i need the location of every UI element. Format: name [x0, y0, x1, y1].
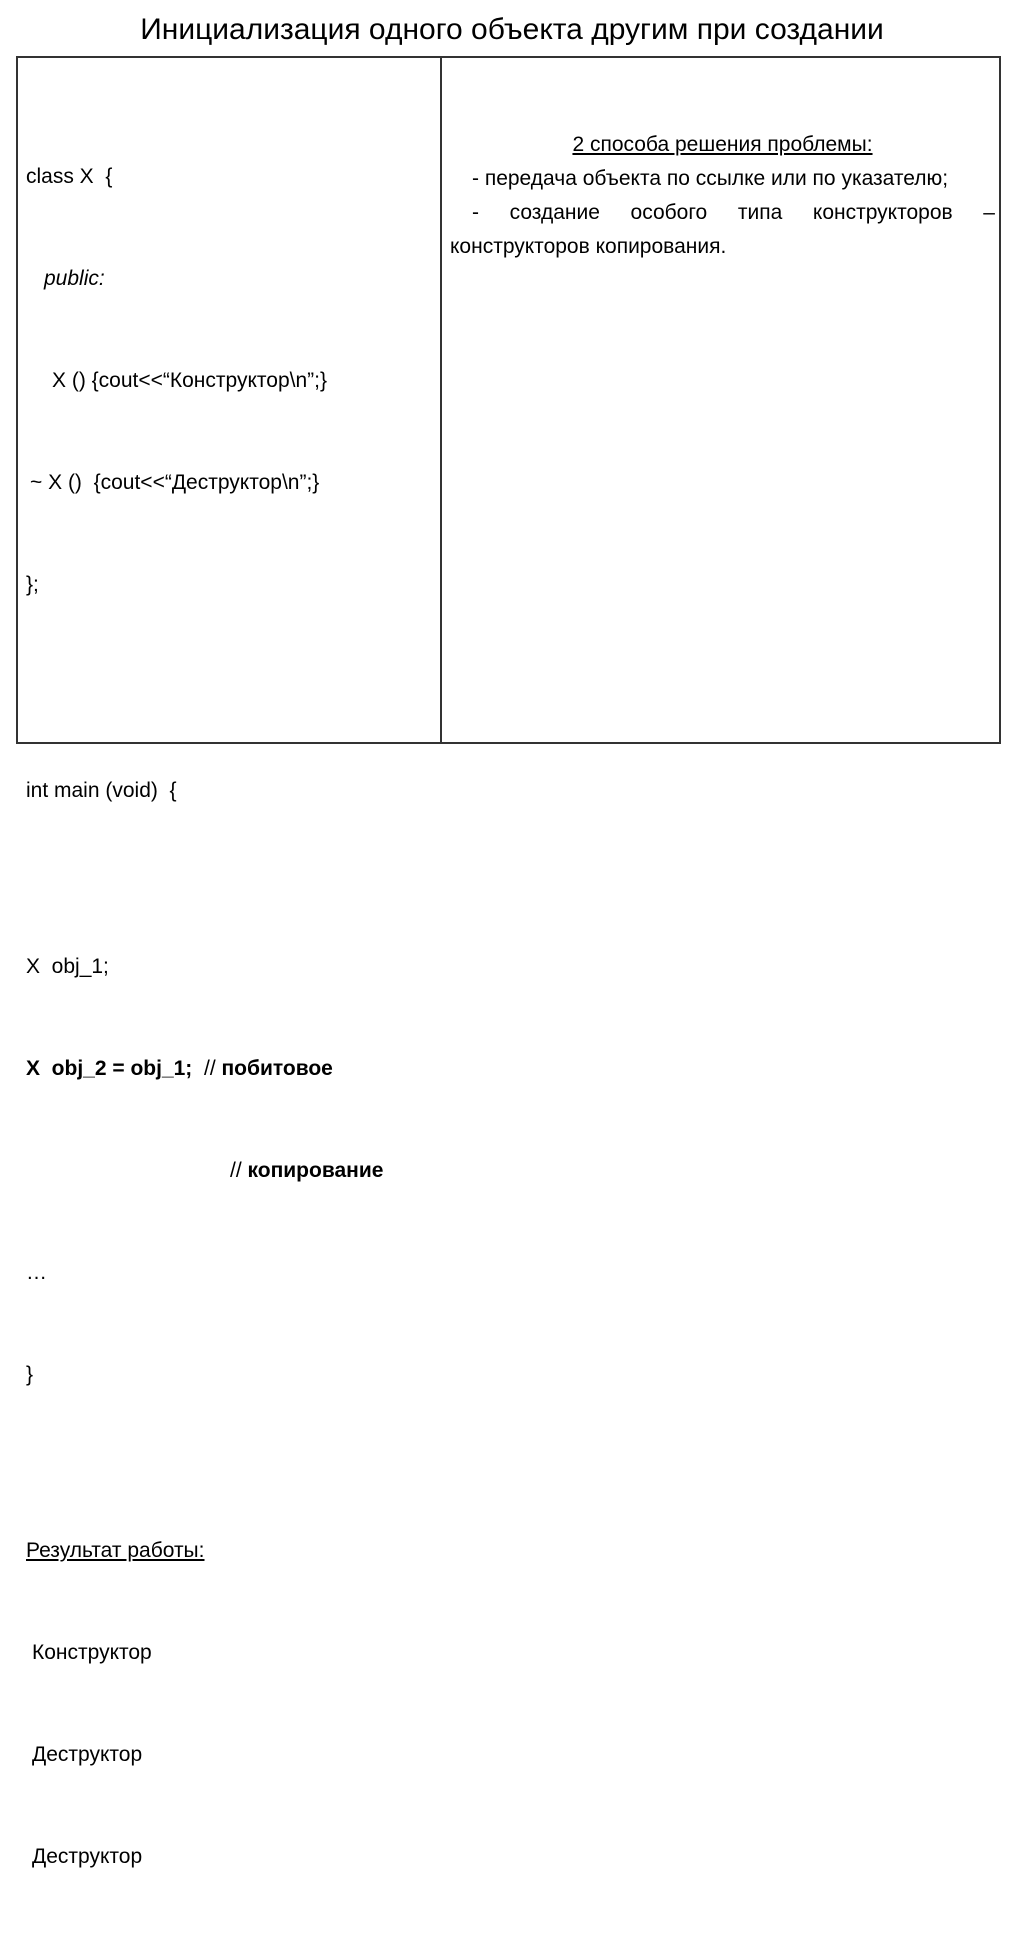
code-main-end: }: [26, 1363, 34, 1386]
solution-item-reference: - передача объекта по ссылке или по указателю;: [472, 167, 949, 190]
code-main-line: int main (void) {: [26, 779, 177, 802]
result-line: Конструктор: [32, 1641, 152, 1664]
code-class-end: };: [26, 573, 39, 596]
result-line: Деструктор: [32, 1845, 143, 1868]
code-comment-slashes: //: [230, 1159, 242, 1182]
solutions-column: [450, 128, 995, 264]
code-column: [26, 92, 436, 1942]
content-table: [16, 56, 1001, 1868]
code-destructor-line: ~ X () {cout<<“Деструктор\n”;}: [30, 471, 320, 494]
code-comment-line: [26, 1154, 436, 1188]
code-obj1-line: X obj_1;: [26, 955, 109, 978]
slide-title: Инициализация одного объекта другим при создании: [140, 13, 884, 46]
code-obj2-statement: X obj_2 = obj_1;: [26, 1057, 193, 1080]
code-constructor-line: X () {cout<<“Конструктор\n”;}: [52, 369, 327, 392]
result-heading: Результат работы:: [26, 1539, 205, 1562]
solution-item-copy-constructor: - создание особого типа конструкторов – конструкторов копирования.: [450, 201, 995, 258]
code-obj2-line: [26, 1052, 436, 1086]
code-class-line: class X {: [26, 165, 113, 188]
code-obj2-comment-slashes: //: [192, 1057, 216, 1080]
code-obj2-comment-word: побитовое: [215, 1057, 333, 1080]
code-public-line: public:: [44, 267, 105, 290]
solutions-heading: 2 способа решения проблемы:: [572, 133, 873, 156]
code-ellipsis: …: [26, 1261, 47, 1284]
code-comment-word: копирование: [241, 1159, 384, 1182]
column-divider: [440, 58, 442, 742]
result-line: Деструктор: [32, 1743, 143, 1766]
